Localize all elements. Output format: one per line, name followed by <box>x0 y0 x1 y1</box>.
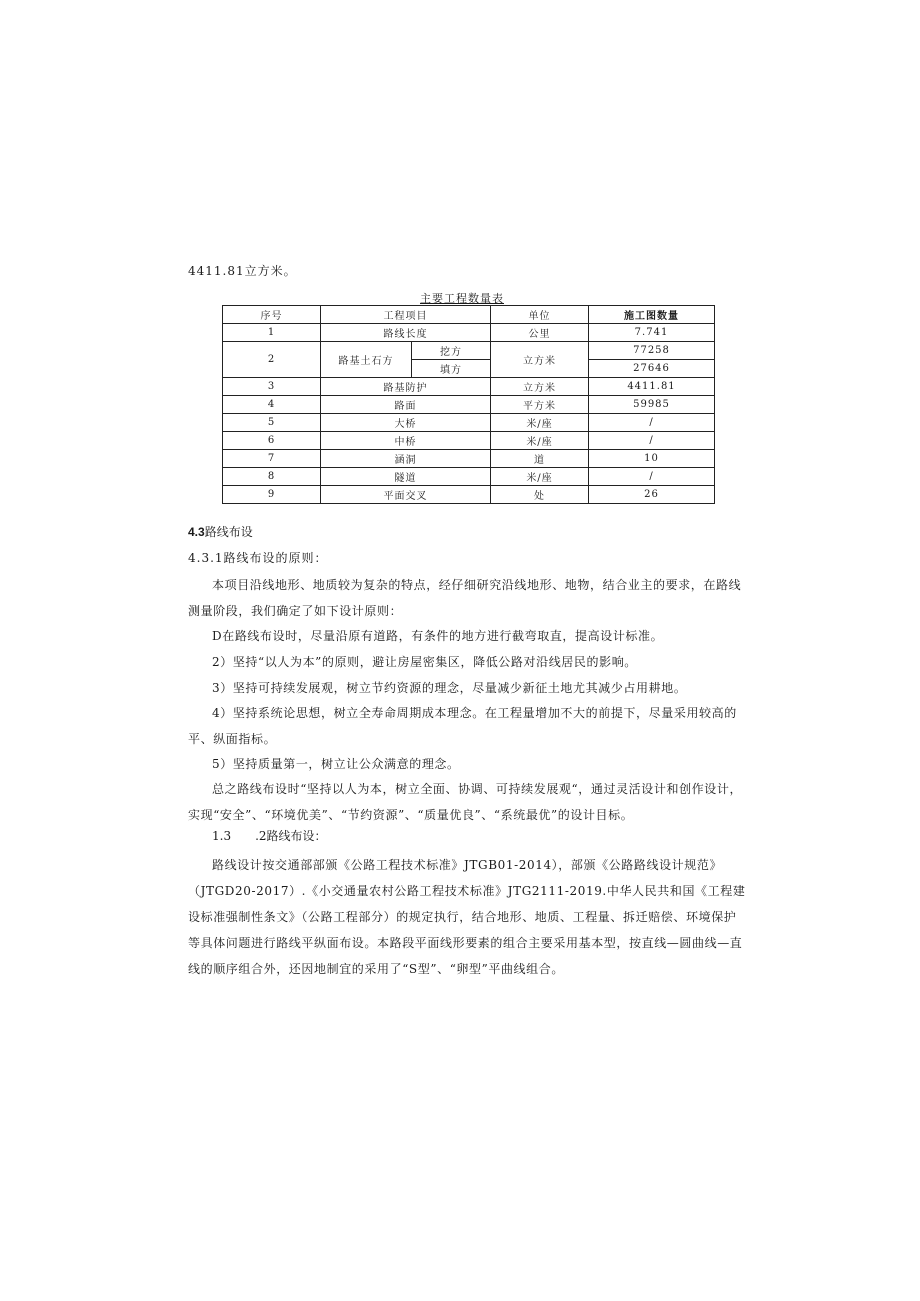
cell-qty: 26 <box>589 486 715 504</box>
cell-unit: 米/座 <box>491 414 589 432</box>
cell-no: 3 <box>223 378 321 396</box>
header-cell: 单位 <box>491 306 589 324</box>
table-row <box>223 432 715 450</box>
cell-qty: 7.741 <box>589 324 715 342</box>
table-row <box>223 450 715 468</box>
cell-item: 中桥 <box>321 432 491 450</box>
cell-unit: 立方米 <box>491 342 589 378</box>
table-row <box>223 468 715 486</box>
cell-no: 8 <box>223 468 321 486</box>
cell-no: 9 <box>223 486 321 504</box>
principle-item: 4）坚持系统论思想，树立全寿命周期成本理念。在工程量增加不大的前提下，尽量采用较高的平、纵面指标。 <box>188 706 737 746</box>
cell-unit: 道 <box>491 450 589 468</box>
cell-no: 2 <box>223 342 321 378</box>
table-header-row <box>223 306 715 324</box>
table-row <box>223 342 715 360</box>
cell-item: 路基防护 <box>321 378 491 396</box>
cell-unit: 处 <box>491 486 589 504</box>
header-cell: 工程项目 <box>321 306 491 324</box>
section-heading <box>188 523 253 540</box>
table-row <box>223 414 715 432</box>
cell-qty: / <box>589 414 715 432</box>
cell-qty: 10 <box>589 450 715 468</box>
cell-unit: 平方米 <box>491 396 589 414</box>
section-number: 4.3 <box>188 525 205 539</box>
cell-unit: 米/座 <box>491 468 589 486</box>
cell-qty: / <box>589 468 715 486</box>
principle-item: 2）坚持“以人为本”的原则，避让房屋密集区，降低公路对沿线居民的影响。 <box>212 655 637 669</box>
cell-unit: 米/座 <box>491 432 589 450</box>
intro-paragraph: 本项目沿线地形、地质较为复杂的特点，经仔细研究沿线地形、地物，结合业主的要求，在路线测量阶段，我们确定了如下设计原则： <box>188 578 742 618</box>
cell-item: 路线长度 <box>321 324 491 342</box>
cell-unit: 立方米 <box>491 378 589 396</box>
section-title: 路线布设 <box>204 525 253 539</box>
cell-qty: / <box>589 432 715 450</box>
cell-subitem: 填方 <box>412 360 491 378</box>
cell-unit: 公里 <box>491 324 589 342</box>
lead-text: 4411.81立方米。 <box>188 264 297 278</box>
cell-qty: 27646 <box>589 360 715 378</box>
cell-qty: 59985 <box>589 396 715 414</box>
cell-no: 4 <box>223 396 321 414</box>
cell-no: 1 <box>223 324 321 342</box>
cell-item: 路基土石方 <box>321 342 412 378</box>
table-row <box>223 486 715 504</box>
header-cell: 序号 <box>223 306 321 324</box>
table-row <box>223 378 715 396</box>
subsection-2-title <box>212 827 351 844</box>
subsection-title: 4.3.1路线布设的原则： <box>188 551 328 565</box>
principle-item: 3）坚持可持续发展观，树立节约资源的理念，尽量减少新征土地尤其减少占用耕地。 <box>212 681 687 695</box>
subsection-2-label: .2路线布设： <box>255 829 327 843</box>
table-row <box>223 324 715 342</box>
cell-qty: 4411.81 <box>589 378 715 396</box>
principle-item: D在路线布设时，尽量沿原有道路，有条件的地方进行截弯取直，提高设计标准。 <box>212 629 664 643</box>
cell-no: 7 <box>223 450 321 468</box>
cell-item: 涵洞 <box>321 450 491 468</box>
cell-item: 隧道 <box>321 468 491 486</box>
subsection-2-number: 1.3 <box>212 829 232 843</box>
header-cell: 施工图数量 <box>589 306 715 324</box>
summary-paragraph: 总之路线布设时“坚持以人为本，树立全面、协调、可持续发展观“，通过灵活设计和创作设计，实现“安全”、“环境优美”、“节约资源”、“质量优良”、“系统最优”的设计目标。 <box>188 782 743 822</box>
cell-item: 大桥 <box>321 414 491 432</box>
cell-no: 5 <box>223 414 321 432</box>
table-caption: 主要工程数量表 <box>420 292 504 305</box>
cell-item: 路面 <box>321 396 491 414</box>
quantity-table <box>222 305 715 504</box>
body-paragraph: 路线设计按交通部部颁《公路工程技术标准》JTGB01-2014），部颁《公路路线设计规范》（JTGD20-2017）.《小交通量农村公路工程技术标准》JTG2111-2019.中华人民共和国《工程建设标准强制性条文》（公路工程部分）的规定执行，结合地形、地质、工程量、拆迁赔偿、环境保护等具体问题进行路线平纵面布设。本路段平面线形要素的组合主要采用基本型，按直线—圆曲线—直线的顺序组合外，还因地制宜的采用了“S型”、“卵型”平曲线组合。 <box>188 858 746 976</box>
principle-item: 5）坚持质量第一，树立让公众满意的理念。 <box>212 757 460 771</box>
cell-subitem: 挖方 <box>412 342 491 360</box>
cell-item: 平面交叉 <box>321 486 491 504</box>
cell-qty: 77258 <box>589 342 715 360</box>
cell-no: 6 <box>223 432 321 450</box>
table-row <box>223 396 715 414</box>
